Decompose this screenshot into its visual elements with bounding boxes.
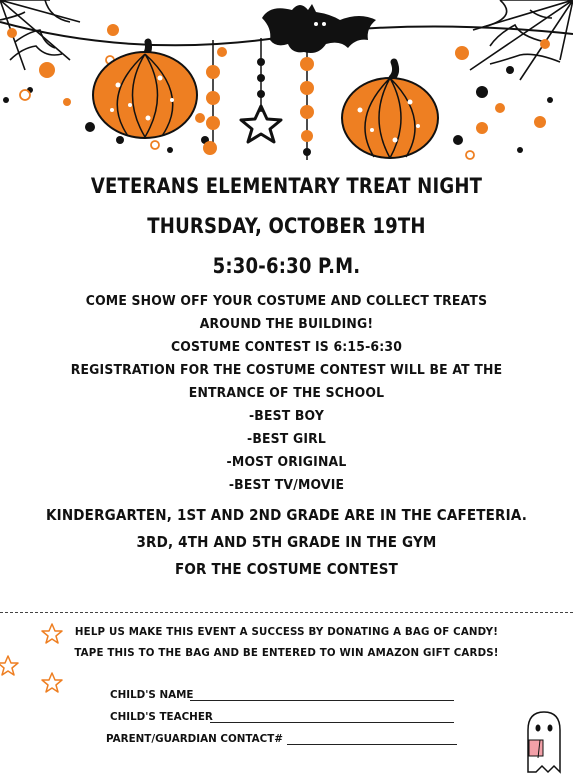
event-date: THURSDAY, OCTOBER 19TH	[147, 214, 426, 238]
location-line: KINDERGARTEN, 1ST AND 2ND GRADE ARE IN THE CAFETERIA.	[45, 506, 528, 524]
child-teacher-field[interactable]	[210, 722, 454, 723]
award-item: -MOST ORIGINAL	[226, 454, 347, 470]
award-item: -BEST GIRL	[246, 431, 326, 447]
cut-line-divider	[0, 612, 573, 613]
gift-card-note: TAPE THIS TO THE BAG AND BE ENTERED TO WIN AMAZON GIFT CARDS!	[74, 646, 499, 659]
child-name-label: CHILD'S NAME	[110, 688, 194, 701]
pumpkin-icon	[342, 62, 438, 158]
bat-icon	[262, 4, 376, 53]
child-name-field[interactable]	[190, 700, 454, 701]
detail-line: REGISTRATION FOR THE COSTUME CONTEST WILL BE AT THE	[70, 362, 503, 378]
flyer-title: VETERANS ELEMENTARY TREAT NIGHT	[90, 174, 483, 198]
event-time: 5:30-6:30 P.M.	[212, 254, 361, 278]
detail-line: COSTUME CONTEST IS 6:15-6:30	[170, 339, 403, 355]
donation-request: HELP US MAKE THIS EVENT A SUCCESS BY DONATING A BAG OF CANDY!	[74, 625, 499, 638]
award-item: -BEST BOY	[248, 408, 325, 424]
spider-web-icon	[470, 0, 573, 80]
detail-line: AROUND THE BUILDING!	[199, 316, 374, 332]
parent-contact-field[interactable]	[287, 744, 457, 745]
parent-contact-label: PARENT/GUARDIAN CONTACT#	[106, 732, 283, 745]
location-line: 3RD, 4TH AND 5TH GRADE IN THE GYM	[136, 533, 437, 551]
detail-line: COME SHOW OFF YOUR COSTUME AND COLLECT TREATS	[85, 293, 488, 309]
detail-line: ENTRANCE OF THE SCHOOL	[188, 385, 385, 401]
child-teacher-label: CHILD'S TEACHER	[110, 710, 213, 723]
award-item: -BEST TV/MOVIE	[228, 477, 345, 493]
location-line: FOR THE COSTUME CONTEST	[174, 560, 399, 578]
ghost-icon	[528, 712, 560, 772]
